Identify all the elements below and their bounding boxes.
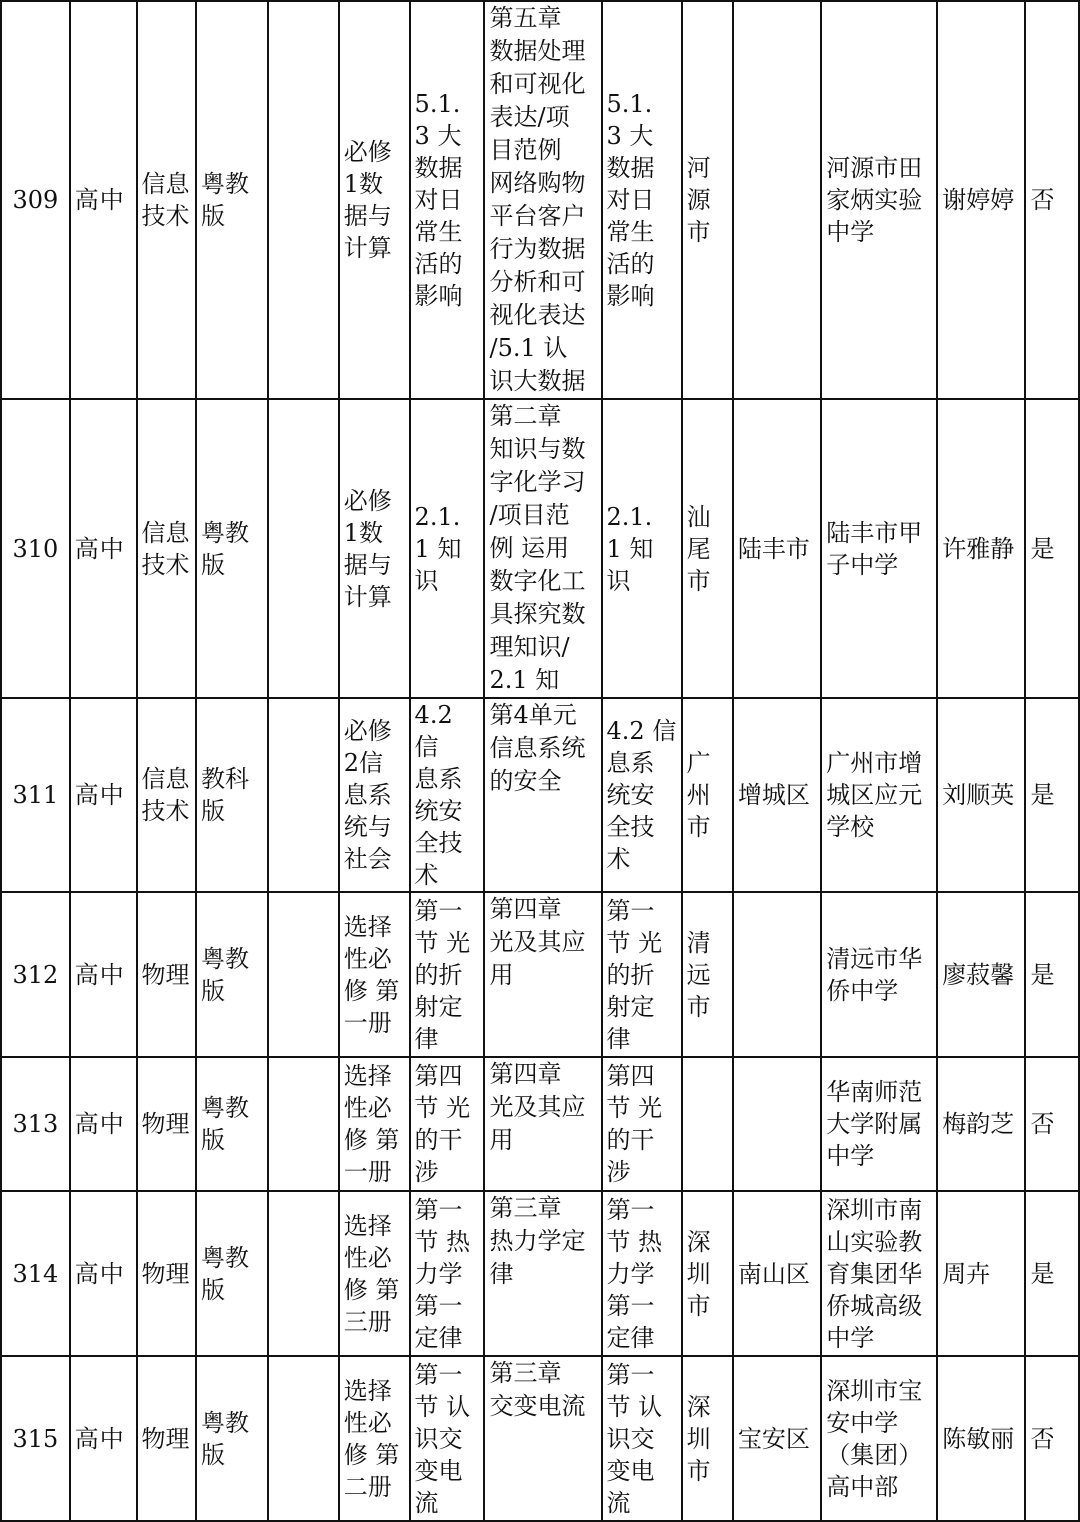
lesson-title: 5.1. 3 大 数据 对日 常生 活的 影响 <box>602 1 682 399</box>
city: 深 圳 市 <box>682 1191 733 1356</box>
district <box>733 1057 821 1191</box>
textbook-version: 粤教 版 <box>196 1191 268 1356</box>
blank-cell <box>268 399 339 698</box>
blank-cell <box>268 1057 339 1191</box>
row-number: 311 <box>1 698 70 892</box>
lesson-section: 第一 节 认 识交 变电 流 <box>410 1356 485 1521</box>
textbook-module: 选择 性必 修 第 二册 <box>339 1356 410 1521</box>
subject: 信息 技术 <box>137 698 197 892</box>
row-number: 313 <box>1 1057 70 1191</box>
district <box>733 1 821 399</box>
yes-no-flag: 是 <box>1025 1191 1079 1356</box>
school-name: 深圳市宝 安中学 （集团） 高中部 <box>821 1356 937 1521</box>
unit-chapter: 第五章 数据处理 和可视化 表达/项 目范例 网络购物 平台客户 行为数据 分析和可 视化表达 /5.1 认 识大数据 <box>484 1 601 399</box>
unit-chapter: 第三章 热力学定 律 <box>484 1191 601 1356</box>
table-row <box>1 892 1079 1057</box>
textbook-module: 选择 性必 修 第 一册 <box>339 1057 410 1191</box>
yes-no-flag: 是 <box>1025 892 1079 1057</box>
blank-cell <box>268 892 339 1057</box>
school-stage: 高中 <box>70 698 137 892</box>
unit-chapter: 第四章 光及其应 用 <box>484 892 601 1057</box>
textbook-module: 选择 性必 修 第 三册 <box>339 1191 410 1356</box>
textbook-module: 选择 性必 修 第 一册 <box>339 892 410 1057</box>
lesson-title: 第四 节 光 的干 涉 <box>602 1057 682 1191</box>
lesson-title: 第一 节 认 识交 变电 流 <box>602 1356 682 1521</box>
subject: 物理 <box>137 1356 197 1521</box>
row-number: 310 <box>1 399 70 698</box>
table-row <box>1 1191 1079 1356</box>
school-name: 河源市田 家炳实验 中学 <box>821 1 937 399</box>
textbook-version: 粤教 版 <box>196 1356 268 1521</box>
lesson-title: 第一 节 光 的折 射定 律 <box>602 892 682 1057</box>
unit-chapter: 第三章 交变电流 <box>484 1356 601 1521</box>
blank-cell <box>268 1356 339 1521</box>
teacher-name: 刘顺英 <box>937 698 1025 892</box>
table-row <box>1 399 1079 698</box>
yes-no-flag: 是 <box>1025 698 1079 892</box>
yes-no-flag: 否 <box>1025 1 1079 399</box>
lesson-section: 5.1. 3 大 数据 对日 常生 活的 影响 <box>410 1 485 399</box>
row-number: 315 <box>1 1356 70 1521</box>
lesson-section: 第一 节 光 的折 射定 律 <box>410 892 485 1057</box>
textbook-version: 粤教 版 <box>196 892 268 1057</box>
textbook-version: 粤教 版 <box>196 1 268 399</box>
yes-no-flag: 否 <box>1025 1356 1079 1521</box>
teacher-name: 周卉 <box>937 1191 1025 1356</box>
unit-chapter: 第四章 光及其应 用 <box>484 1057 601 1191</box>
textbook-version: 教科 版 <box>196 698 268 892</box>
school-stage: 高中 <box>70 892 137 1057</box>
yes-no-flag: 否 <box>1025 1057 1079 1191</box>
subject: 物理 <box>137 892 197 1057</box>
lesson-section: 4.2 信 息系 统安 全技 术 <box>410 698 485 892</box>
school-name: 深圳市南 山实验教 育集团华 侨城高级 中学 <box>821 1191 937 1356</box>
lesson-title: 2.1. 1 知 识 <box>602 399 682 698</box>
blank-cell <box>268 1191 339 1356</box>
subject: 信息 技术 <box>137 1 197 399</box>
textbook-version: 粤教 版 <box>196 399 268 698</box>
subject: 物理 <box>137 1057 197 1191</box>
row-number: 314 <box>1 1191 70 1356</box>
unit-chapter: 第二章 知识与数 字化学习 /项目范 例 运用 数字化工 具探究数 理知识/ 2.1 知 <box>484 399 601 698</box>
city: 广 州 市 <box>682 698 733 892</box>
district <box>733 892 821 1057</box>
city <box>682 1057 733 1191</box>
city: 清 远 市 <box>682 892 733 1057</box>
table-row <box>1 1356 1079 1521</box>
city: 汕 尾 市 <box>682 399 733 698</box>
row-number: 312 <box>1 892 70 1057</box>
unit-chapter: 第4单元 信息系统 的安全 <box>484 698 601 892</box>
row-number: 309 <box>1 1 70 399</box>
school-name: 广州市增 城区应元 学校 <box>821 698 937 892</box>
district: 南山区 <box>733 1191 821 1356</box>
teacher-name: 谢婷婷 <box>937 1 1025 399</box>
school-stage: 高中 <box>70 1356 137 1521</box>
school-stage: 高中 <box>70 1057 137 1191</box>
city: 深 圳 市 <box>682 1356 733 1521</box>
table-row <box>1 1 1079 399</box>
lesson-section: 第四 节 光 的干 涉 <box>410 1057 485 1191</box>
district: 陆丰市 <box>733 399 821 698</box>
lesson-section: 2.1. 1 知 识 <box>410 399 485 698</box>
city: 河 源 市 <box>682 1 733 399</box>
district: 宝安区 <box>733 1356 821 1521</box>
blank-cell <box>268 698 339 892</box>
district: 增城区 <box>733 698 821 892</box>
lesson-section: 第一 节 热 力学 第一 定律 <box>410 1191 485 1356</box>
table-row <box>1 1057 1079 1191</box>
teacher-name: 许雅静 <box>937 399 1025 698</box>
school-name: 陆丰市甲 子中学 <box>821 399 937 698</box>
school-name: 华南师范 大学附属 中学 <box>821 1057 937 1191</box>
school-stage: 高中 <box>70 399 137 698</box>
school-name: 清远市华 侨中学 <box>821 892 937 1057</box>
textbook-module: 必修 2信 息系 统与 社会 <box>339 698 410 892</box>
lesson-title: 第一 节 热 力学 第一 定律 <box>602 1191 682 1356</box>
yes-no-flag: 是 <box>1025 399 1079 698</box>
subject: 物理 <box>137 1191 197 1356</box>
school-stage: 高中 <box>70 1191 137 1356</box>
teacher-name: 梅韵芝 <box>937 1057 1025 1191</box>
teacher-name: 陈敏丽 <box>937 1356 1025 1521</box>
blank-cell <box>268 1 339 399</box>
teacher-name: 廖菽馨 <box>937 892 1025 1057</box>
school-stage: 高中 <box>70 1 137 399</box>
textbook-module: 必修 1数 据与 计算 <box>339 1 410 399</box>
textbook-module: 必修 1数 据与 计算 <box>339 399 410 698</box>
lesson-title: 4.2 信 息系 统安 全技 术 <box>602 698 682 892</box>
table-row <box>1 698 1079 892</box>
textbook-version: 粤教 版 <box>196 1057 268 1191</box>
subject: 信息 技术 <box>137 399 197 698</box>
